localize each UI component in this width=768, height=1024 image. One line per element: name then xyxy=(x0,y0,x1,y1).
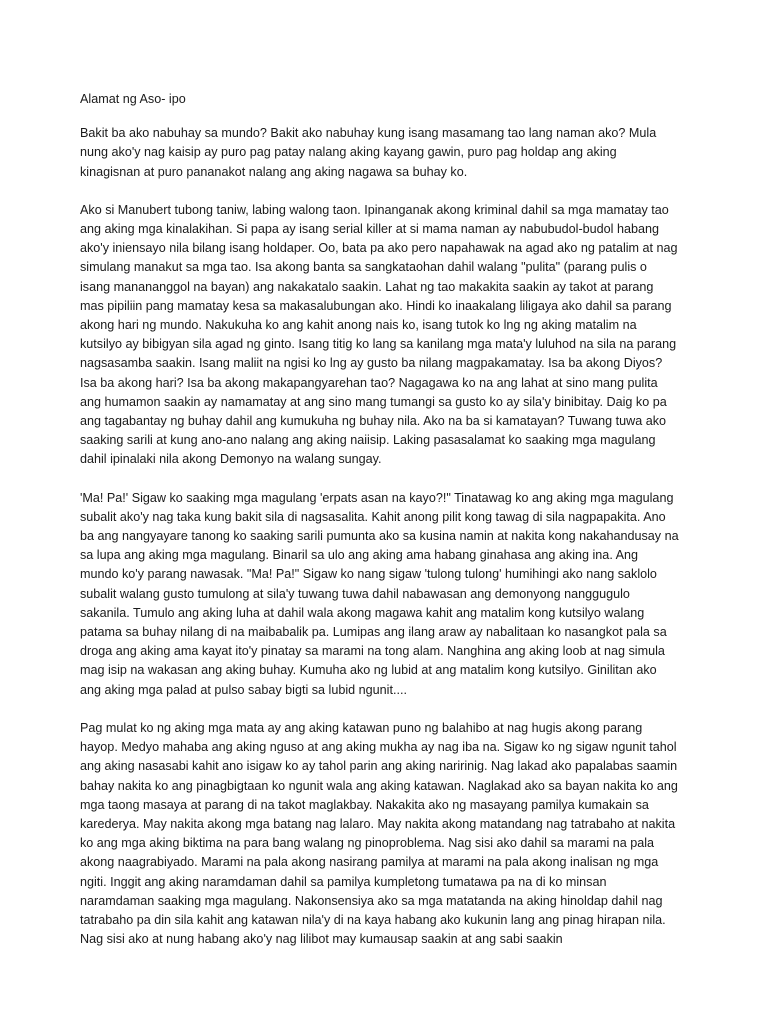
document-page xyxy=(80,90,680,949)
paragraph-2: Ako si Manubert tubong taniw, labing walong taon. Ipinanganak akong kriminal dahil sa mga mamatay tao ang aking mga kinalakihan. Si papa ay isang serial killer at si mama naman ay nabubudol-budol habang ako'y iniensayo nila bilang isang holdaper. Oo, bata pa ako pero napahawak na agad ako ng patalim at nag simulang manakut sa mga tao. Isa akong banta sa sangkataohan dahil walang "pulita" (parang pulis o isang manananggol na bayan) ang nakakatalo saakin. Lahat ng tao makakita saakin ay takot at parang mas pipiliin pang mamatay kesa sa makasalubungan ako. Hindi ko inaakalang liligaya ako dahil sa parang akong hari ng mundo. Nakukuha ko ang kahit anong nais ko, isang tutok ko lng ng aking matalim na kutsilyo ay bibigyan sila agad ng ginto. Isang titig ko lang sa kanilang mga mata'y luluhod na sila na parang nagsasamba saakin. Isang maliit na ngisi ko lng ay gusto ba nilang magpakamatay. Isa ba akong Diyos? Isa ba akong hari? Isa ba akong makapangyarehan tao? Nagagawa ko na ang lahat at sino mang pulita ang humamon saakin ay namamatay at ang sino mang tumangi sa gusto ko ay sila'y binibitay. Daig ko pa ang tagabantay ng buhay dahil ang kumukuha ng buhay nila. Ako na ba si kamatayan? Tuwang tuwa ako saaking sarili at kung ano-ano nalang ang aking naiisip. Laking pasasalamat ko saaking mga magulang dahil ipinalaki nila akong Demonyo na walang sungay. xyxy=(80,202,678,467)
paragraph-3: 'Ma! Pa!' Sigaw ko saaking mga magulang 'erpats asan na kayo?!" Tinatawag ko ang aking mga magulang subalit ako'y nag taka kung bakit sila di nagsasalita. Kahit anong pilit kong tawag di sila nagpapakita. Ano ba ang nangyayare tanong ko saaking sarili pumunta ako sa kusina namin at nakita kong nakahandusay na sa lupa ang aking mga magulang. Binaril sa ulo ang aking ama habang ginahasa ang aking ina. Ang mundo ko'y parang nawasak. "Ma! Pa!" Sigaw ko nang sigaw 'tulong tulong' humihingi ako nang saklolo subalit walang gusto tumulong at sila'y tuwang tuwa dahil nabawasan ang demonyong nanggugulo sakanila. Tumulo ang aking luha at dahil wala akong magawa kahit ang matalim kong kutsilyo walang patama sa buhay nilang di na maibabalik pa. Lumipas ang ilang araw ay nabalitaan ko nasangkot pala sa droga ang aking ama kayat ito'y pinatay sa marami na tong alam. Nanghina ang aking loob at nag simula mag isip na wakasan ang aking buhay. Kumuha ako ng lubid at ang matalim kong kutsilyo. Ginilitan ako ang aking mga palad at pulso sabay bigti sa lubid ngunit.... xyxy=(80,490,679,697)
document-title: Alamat ng Aso- ipo xyxy=(80,92,186,106)
paragraph-4: Pag mulat ko ng aking mga mata ay ang aking katawan puno ng balahibo at nag hugis akong parang hayop. Medyo mahaba ang aking nguso at ang aking mukha ay nag iba na. Sigaw ko ng sigaw ngunit tahol ang aking nasasabi kahit ano isigaw ko ay tahol parin ang aking naririnig. Nag lakad ako papalabas saamin bahay nakita ko ang pinagbigtaan ko ngunit wala ang aking katawan. Naglakad ako sa bayan nakita ko ang mga taong masaya at parang di na takot maglakbay. Nakakita ako ng masayang pamilya kumakain sa karederya. May nakita akong mga batang nag lalaro. May nakita akong matandang nag tatrabaho at nakita ko ang mga aking biktima na para bang walang ng pinoproblema. Nag sisi ako dahil sa marami na pala akong naagrabiyado. Marami na pala akong nasirang pamilya at marami na pala akong inalisan ng mga ngiti. Inggit ang aking naramdaman dahil sa pamilya kumpletong tumatawa pa na di ko minsan naramdaman saaking mga magulang. Nakonsensiya ako sa mga matatanda na aking hinoldap dahil nag tatrabaho pa din sila kahit ang katawan nila'y di na kaya habang ako kukunin lang ang pinag hirapan nila. Nag sisi ako at nung habang ako'y nag lilibot may kumausap saakin at ang sabi saakin xyxy=(80,720,678,947)
paragraph-1: Bakit ba ako nabuhay sa mundo? Bakit ako nabuhay kung isang masamang tao lang naman ako? Mula nung ako'y nag kaisip ay puro pag patay nalang aking kayang gawin, puro pag holdap ang aking kinagisnan at puro pananakot nalang ang aking nagawa sa buhay ko. xyxy=(80,126,657,179)
